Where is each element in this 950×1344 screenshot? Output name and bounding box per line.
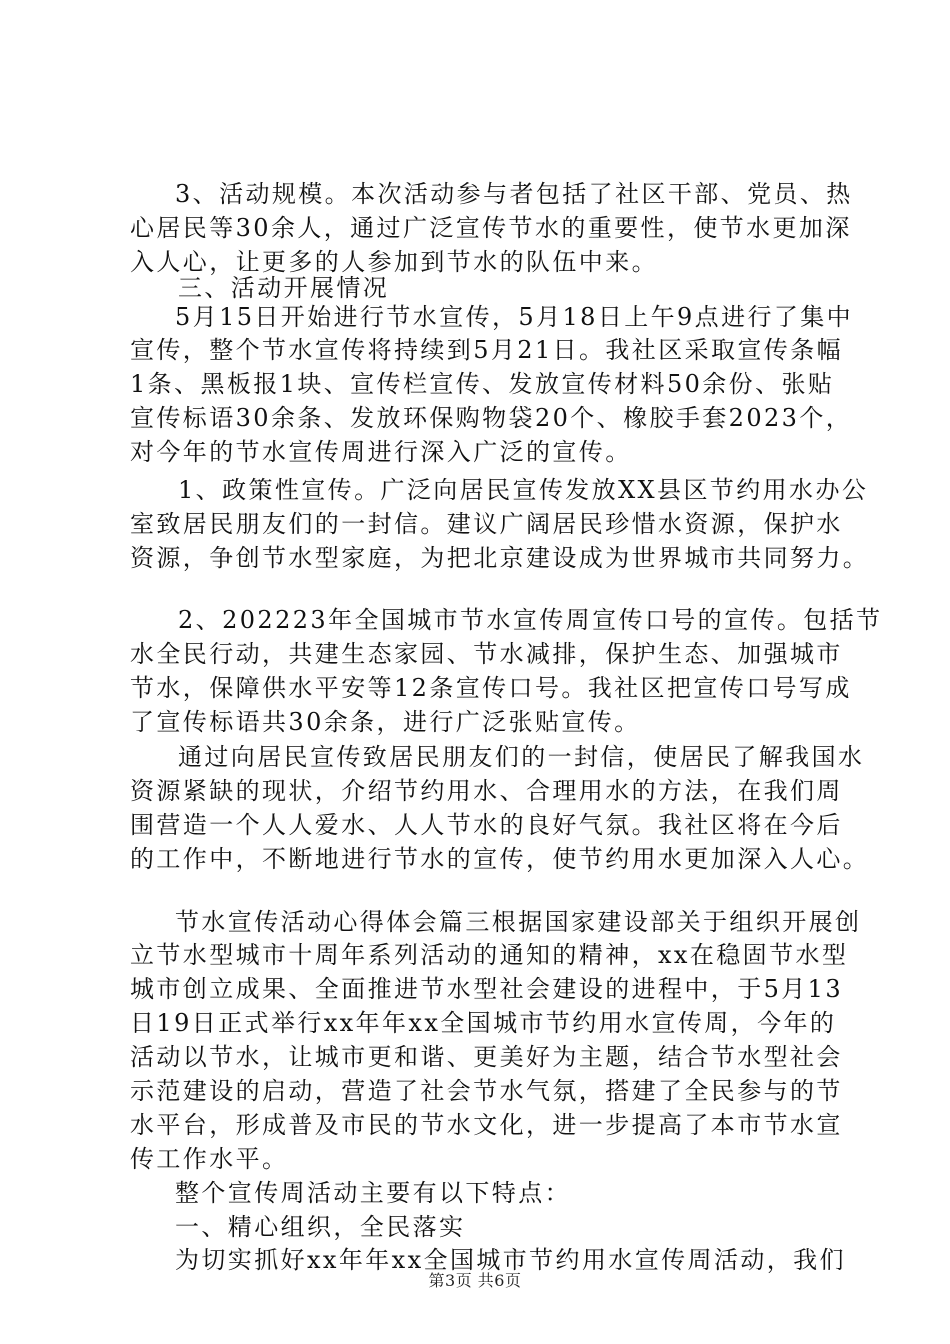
body-text-line: 的工作中，不断地进行节水的宣传，使节约用水更加深入人心。 xyxy=(130,845,870,873)
body-text-line: 资源紧缺的现状，介绍节约用水、合理用水的方法，在我们周 xyxy=(130,777,843,805)
body-text-line: 对今年的节水宣传周进行深入广泛的宣传。 xyxy=(130,438,632,466)
body-text-line: 室致居民朋友们的一封信。建议广阔居民珍惜水资源，保护水 xyxy=(130,510,843,538)
body-text-line: 整个宣传周活动主要有以下特点： xyxy=(175,1179,571,1207)
body-text-line: 传工作水平。 xyxy=(130,1145,289,1173)
body-text-line: 1条、黑板报1块、宣传栏宣传、发放宣传材料50余份、张贴 xyxy=(130,370,835,398)
body-text-line: 宣传，整个节水宣传将持续到5月21日。我社区采取宣传条幅 xyxy=(130,336,844,364)
body-text-line: 心居民等30余人，通过广泛宣传节水的重要性，使节水更加深 xyxy=(130,214,852,242)
body-text-line: 活动以节水，让城市更和谐、更美好为主题，结合节水型社会 xyxy=(130,1043,843,1071)
body-text-line: 5月15日开始进行节水宣传，5月18日上午9点进行了集中 xyxy=(175,303,854,331)
body-text-line: 为切实抓好xx年年xx全国城市节约用水宣传周活动，我们 xyxy=(175,1246,846,1274)
body-text-line: 水全民行动，共建生态家园、节水减排，保护生态、加强城市 xyxy=(130,640,843,668)
body-text-line: 了宣传标语共30余条，进行广泛张贴宣传。 xyxy=(130,708,641,736)
body-text-line: 城市创立成果、全面推进节水型社会建设的进程中，于5月13 xyxy=(130,975,844,1003)
body-text-line: 1、政策性宣传。广泛向居民宣传发放XX县区节约用水办公 xyxy=(178,476,869,504)
section-heading: 一、精心组织，全民落实 xyxy=(175,1213,466,1241)
body-text-line: 示范建设的启动，营造了社会节水气氛，搭建了全民参与的节 xyxy=(130,1077,843,1105)
body-text-line: 3、活动规模。本次活动参与者包括了社区干部、党员、热 xyxy=(175,180,853,208)
body-text-line: 水平台，形成普及市民的节水文化，进一步提高了本市节水宣 xyxy=(130,1111,843,1139)
body-text-line: 入人心，让更多的人参加到节水的队伍中来。 xyxy=(130,248,658,276)
body-text-line: 2、202223年全国城市节水宣传周宣传口号的宣传。包括节 xyxy=(178,606,883,634)
body-text-line: 宣传标语30余条、发放环保购物袋20个、橡胶手套2023个， xyxy=(130,404,853,432)
body-text-line: 日19日正式举行xx年年xx全国城市节约用水宣传周，今年的 xyxy=(130,1009,837,1037)
body-text-line: 立节水型城市十周年系列活动的通知的精神，xx在稳固节水型 xyxy=(130,941,849,969)
body-text-line: 资源，争创节水型家庭，为把北京建设成为世界城市共同努力。 xyxy=(130,544,870,572)
body-text-line: 节水宣传活动心得体会篇三根据国家建设部关于组织开展创 xyxy=(175,908,862,936)
body-text-line: 节水，保障供水平安等12条宣传口号。我社区把宣传口号写成 xyxy=(130,674,852,702)
body-text-line: 围营造一个人人爱水、人人节水的良好气氛。我社区将在今后 xyxy=(130,811,843,839)
body-text-line: 通过向居民宣传致居民朋友们的一封信，使居民了解我国水 xyxy=(178,743,865,771)
page-number-footer: 第3页 共6页 xyxy=(428,1271,522,1290)
section-heading: 三、活动开展情况 xyxy=(178,274,390,302)
